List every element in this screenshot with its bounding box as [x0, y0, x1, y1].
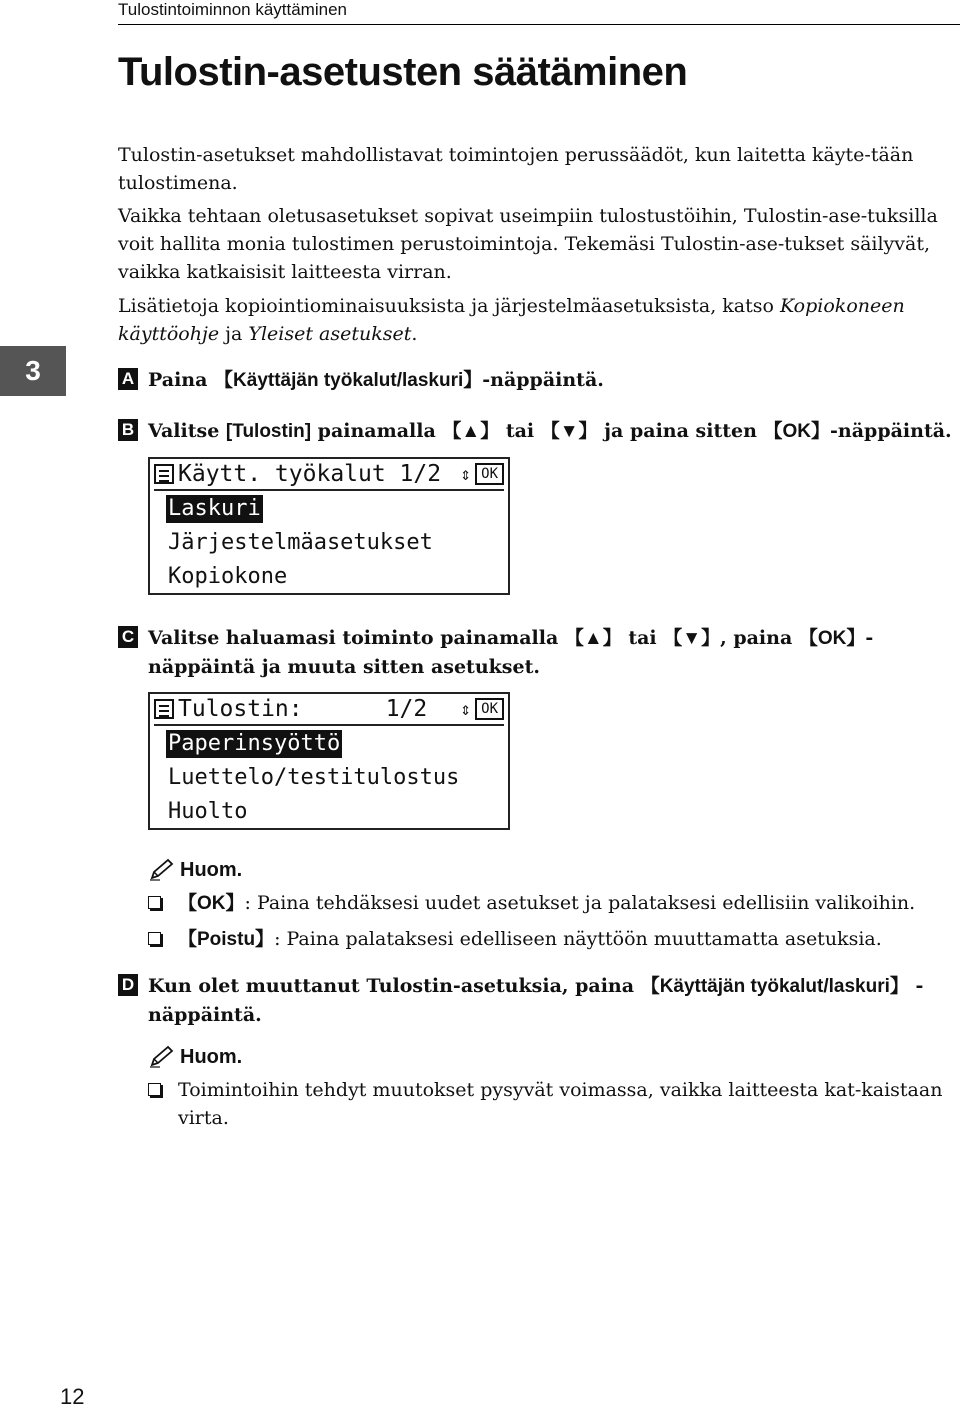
step-text: Paina — [148, 369, 215, 391]
lcd-menu-item[interactable]: Luettelo/testitulostus — [168, 765, 460, 790]
step-text: Kun olet muuttanut Tulostin-asetuksia, paina — [148, 975, 641, 997]
lcd-title: Käytt. työkalut 1/2 — [178, 461, 442, 487]
note-bullet — [148, 1076, 958, 1132]
pencil-icon — [148, 858, 176, 882]
bullet-text: : Paina palataksesi edelliseen näyttöön muuttamatta asetuksia. — [274, 928, 882, 950]
bullet-box-icon — [148, 1083, 161, 1096]
step-text: -näppäintä. — [482, 369, 604, 391]
scroll-arrows-icon: ⇕ — [460, 463, 472, 485]
note-title: Huom. — [180, 858, 243, 881]
up-key: 【▲】 — [564, 628, 622, 649]
lcd-screen-printer — [148, 692, 510, 830]
scroll-arrows-icon: ⇕ — [460, 698, 472, 720]
manual-title-settings: Yleiset asetukset — [248, 323, 412, 345]
menu-list-icon — [154, 699, 174, 719]
user-tools-key: 【Käyttäjän työkalut/laskuri】 — [640, 976, 909, 997]
lcd-menu-item[interactable]: Paperinsyöttö — [168, 731, 341, 756]
step-3 — [118, 624, 958, 681]
step-text: ja paina sitten — [597, 420, 764, 442]
lcd-title: Tulostin: 1/2 — [178, 696, 428, 722]
note-bullet — [148, 925, 958, 954]
lcd-menu-item[interactable]: Järjestelmäasetukset — [168, 530, 433, 555]
lcd-title-bar — [154, 459, 504, 491]
lcd-title-bar — [154, 694, 504, 726]
printer-menu-key: [Tulostin] — [225, 421, 312, 442]
step-text: Valitse haluamasi toiminto painamalla — [148, 627, 565, 649]
step-text: , paina — [720, 627, 799, 649]
chapter-tab: 3 — [0, 346, 66, 396]
step-number: B — [118, 419, 138, 441]
reference-end: . — [411, 323, 418, 345]
reference-paragraph — [118, 292, 956, 348]
bullet-text: : Paina tehdäksesi uudet asetukset ja palataksesi edellisiin valikoihin. — [244, 892, 916, 914]
menu-list-icon — [154, 464, 174, 484]
pencil-icon — [148, 1045, 176, 1069]
manual-title-copier: Kopiokoneen käyttöohje — [118, 295, 905, 345]
page-number: 12 — [60, 1384, 85, 1409]
note-bullet — [148, 889, 958, 918]
step-text: - näppäintä. — [148, 975, 924, 1026]
running-header: Tulostintoiminnon käyttäminen — [118, 0, 347, 19]
step-text: tai — [621, 627, 664, 649]
up-key: 【▲】 — [442, 421, 500, 442]
header-rule — [118, 24, 960, 25]
reference-text: Lisätietoja kopiointiominaisuuksista ja järjestelmäasetuksista, katso — [118, 295, 780, 317]
lcd-menu-item[interactable]: Kopiokone — [168, 564, 288, 589]
lcd-menu-item[interactable]: Huolto — [168, 799, 248, 824]
lcd-ok-button[interactable]: OK — [475, 463, 504, 485]
step-text: tai — [499, 420, 541, 442]
ok-key: 【OK】 — [798, 628, 866, 649]
user-tools-key: 【Käyttäjän työkalut/laskuri】 — [214, 370, 483, 391]
ok-key: 【OK】 — [763, 421, 831, 442]
note-heading — [148, 1045, 242, 1069]
step-number: C — [118, 626, 138, 648]
intro-paragraph: Tulostin-asetukset mahdollistavat toimintojen perussäädöt, kun laitetta käyte-tään tulostimena. — [118, 144, 914, 194]
ok-key: 【OK】 — [178, 893, 245, 914]
step-text: -näppäintä. — [830, 420, 952, 442]
step-2 — [118, 417, 958, 446]
lcd-ok-button[interactable]: OK — [475, 698, 504, 720]
bullet-box-icon — [148, 896, 161, 909]
bullet-text: Toimintoihin tehdyt muutokset pysyvät voimassa, vaikka laitteesta kat-kaistaan virta. — [178, 1079, 943, 1129]
note-heading — [148, 858, 242, 882]
step-4 — [118, 972, 958, 1029]
note-title: Huom. — [180, 1045, 243, 1068]
reference-connector: ja — [219, 323, 249, 345]
step-1 — [118, 366, 958, 395]
lcd-menu-item[interactable]: Laskuri — [168, 496, 261, 521]
step-text: painamalla — [311, 420, 443, 442]
lcd-screen-user-tools — [148, 457, 510, 595]
step-text: Valitse — [148, 420, 226, 442]
down-key: 【▼】 — [663, 628, 721, 649]
bullet-box-icon — [148, 932, 161, 945]
step-number: A — [118, 368, 138, 390]
step-number: D — [118, 974, 138, 996]
exit-key: 【Poistu】 — [178, 929, 275, 950]
page-title: Tulostin-asetusten säätäminen — [118, 50, 688, 94]
step-text: -näppäintä ja muuta sitten asetukset. — [148, 627, 874, 678]
defaults-paragraph: Vaikka tehtaan oletusasetukset sopivat useimpiin tulostustöihin, Tulostin-ase-tuksilla voit hallita monia tulostimen perustoimintoja. Tekemäsi Tulostin-ase-tukset säilyvät, vaikka katkaisisit laitteesta virran. — [118, 205, 938, 283]
down-key: 【▼】 — [540, 421, 598, 442]
